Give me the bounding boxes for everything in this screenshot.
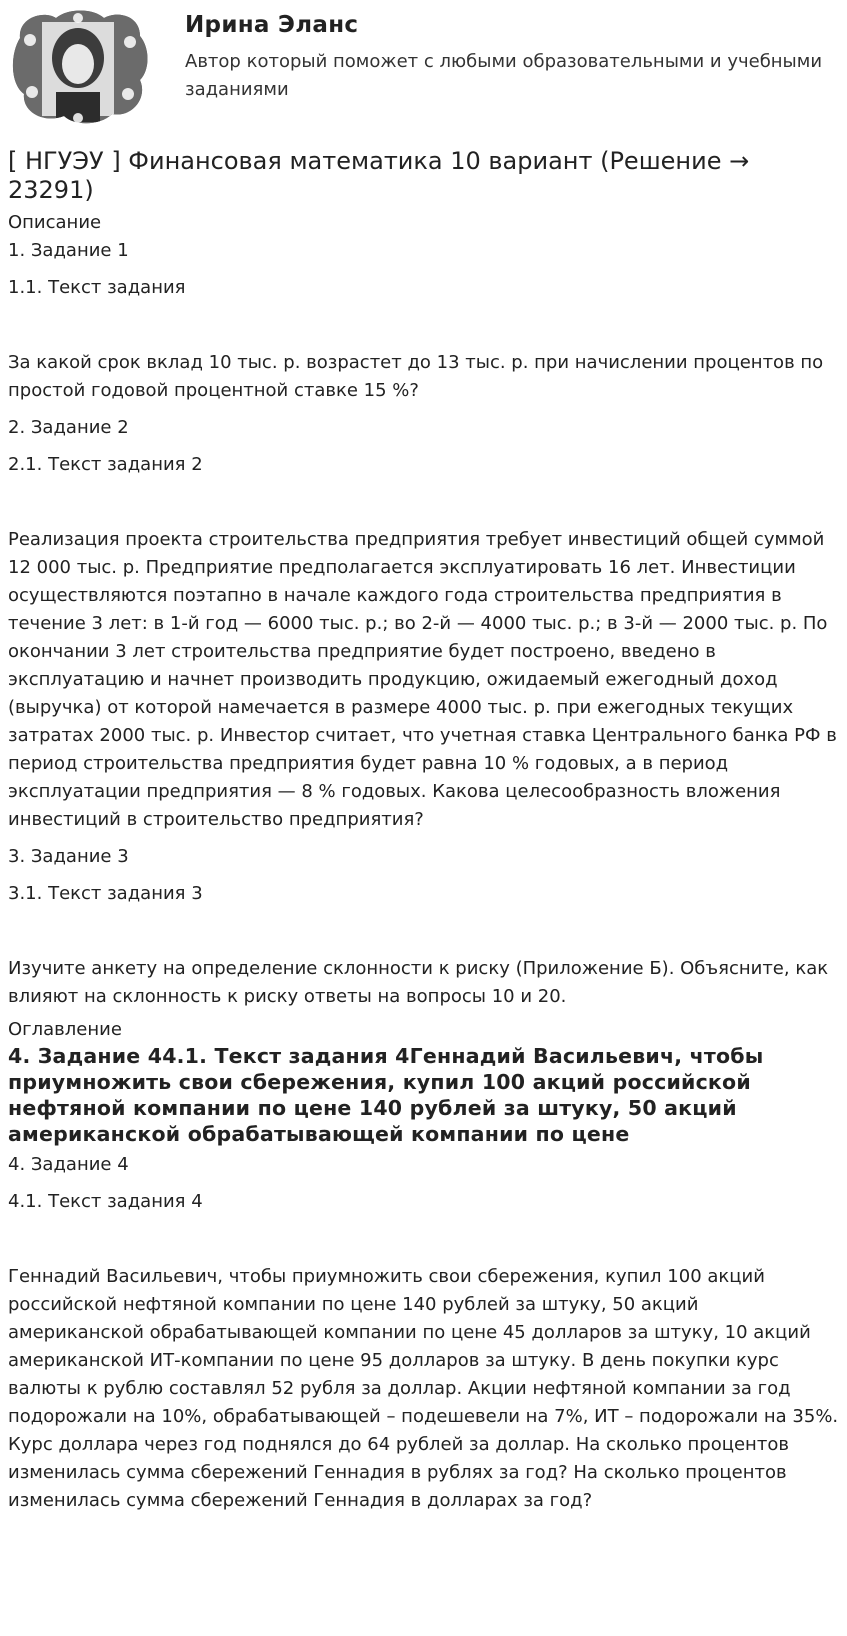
task-heading: 3. Задание 3 [8, 846, 129, 867]
task-heading: 1. Задание 1 [8, 240, 129, 261]
toc-label: Оглавление [8, 1019, 122, 1040]
author-name[interactable]: Ирина Эланс [185, 12, 359, 38]
document-title: [ НГУЭУ ] Финансовая математика 10 вариант (Решение → 23291) [8, 147, 750, 204]
page [8, 0, 840, 1515]
task-text: Геннадий Васильевич, чтобы приумножить свои сбережения, купил 100 акций российской нефтяной компании по цене 140 рублей за штуку, 50 акций американской обрабатывающей компании по цене 45 долларов за штуку, 10 акций американской ИТ-компании по цене 95 долларов за штуку. В день покупки курс валюты к рублю составлял 52 рубля за доллар. Акции нефтяной компании за год подорожали на 10%, обрабатывающей – подешевели на 7%, ИТ – подорожали на 35%. Курс доллара через год поднялся до 64 рублей за доллар. На сколько процентов изменилась сумма сбережений Геннадия в рублях за год? На сколько процентов изменилась сумма сбережений Геннадия в долларах за год? [8, 1266, 839, 1511]
description-label: Описание [8, 212, 102, 233]
avatar-image [8, 8, 150, 126]
task-subheading: 3.1. Текст задания 3 [8, 883, 203, 904]
task-3 [8, 843, 840, 1011]
task-heading: 2. Задание 2 [8, 417, 129, 438]
task-2 [8, 414, 840, 834]
task-1 [8, 237, 840, 405]
author-card [8, 0, 840, 135]
toc-heading[interactable]: 4. Задание 44.1. Текст задания 4Геннадий Васильевич, чтобы приумножить свои сбережения, купил 100 акций российской нефтяной компании по цене 140 рублей за штуку, 50 акций американской обрабатывающей компании по цене [8, 1044, 764, 1146]
task-text: За какой срок вклад 10 тыс. р. возрастет до 13 тыс. р. при начислении процентов по простой годовой процентной ставке 15 %? [8, 352, 824, 401]
task-subheading: 4.1. Текст задания 4 [8, 1191, 203, 1212]
task-subheading: 1.1. Текст задания [8, 277, 186, 298]
task-heading: 4. Задание 4 [8, 1154, 129, 1175]
task-text: Изучите анкету на определение склонности к риску (Приложение Б). Объясните, как влияют на склонность к риску ответы на вопросы 10 и 20. [8, 958, 829, 1007]
task-subheading: 2.1. Текст задания 2 [8, 454, 203, 475]
author-description: Автор который поможет с любыми образовательными и учебными заданиями [185, 51, 823, 100]
task-4 [8, 1151, 840, 1515]
author-avatar[interactable] [8, 8, 150, 126]
task-text: Реализация проекта строительства предприятия требует инвестиций общей суммой 12 000 тыс. р. Предприятие предполагается эксплуатировать 16 лет. Инвестиции осуществляются поэтапно в начале каждого года строительства предприятия в течение 3 лет: в 1-й год — 6000 тыс. р.; во 2-й — 4000 тыс. р.; в 3-й — 2000 тыс. р. По окончании 3 лет строительства предприятие будет построено, введено в эксплуатацию и начнет производить продукцию, ожидаемый ежегодный доход (выручка) от которой намечается в размере 4000 тыс. р. при ежегодных текущих затратах 2000 тыс. р. Инвестор считает, что учетная ставка Центрального банка РФ в период строительства предприятия будет равна 10 % годовых, а в период эксплуатации предприятия — 8 % годовых. Какова целесообразность вложения инвестиций в строительство предприятия? [8, 529, 837, 830]
